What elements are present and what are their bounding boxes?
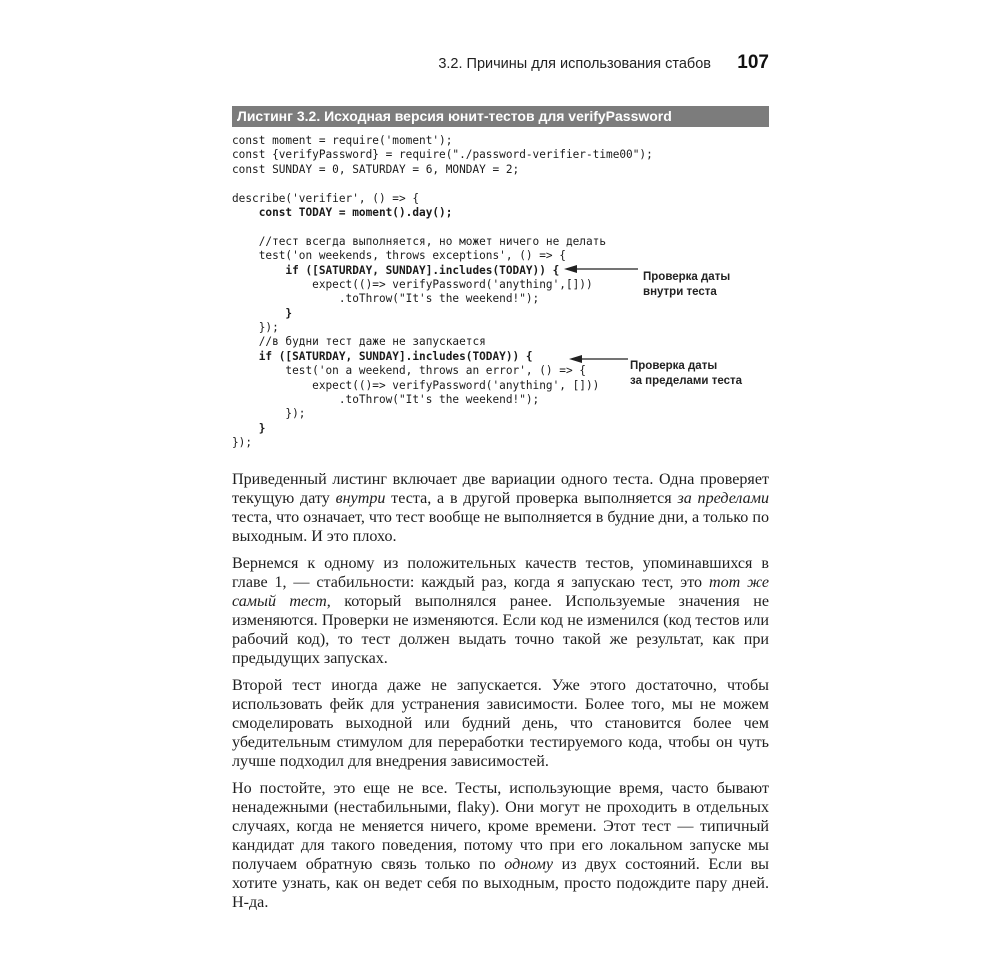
code-line: } bbox=[232, 421, 266, 435]
code-line: if ([SATURDAY, SUNDAY].includes(TODAY)) { bbox=[232, 349, 533, 363]
code-line: const {verifyPassword} = require("./password-verifier-time00"); bbox=[232, 148, 653, 162]
text-span: теста, что означает, что тест вообще не выполняется в будние дни, а только по выходным. И это плохо. bbox=[232, 509, 769, 545]
code-line bbox=[232, 177, 653, 191]
text-span: из двух состояний. Если вы хотите узнать, как он ведет себя по выходным, просто подождите пару дней. Н-да. bbox=[232, 856, 769, 911]
text-span: Второй тест иногда даже не запускается. Уже этого достаточно, чтобы использовать фейк для устранения зависимости. Более того, мы не можем смоделировать выходной или будний день, что становится более чем убедительным стимулом для переработки тестируемого кода, чтобы он чуть лучше подходил для внедрения зависимостей. bbox=[232, 677, 769, 770]
listing-title: Листинг 3.2. Исходная версия юнит-тестов для verifyPassword bbox=[232, 106, 769, 127]
code-line: //в будни тест даже не запускается bbox=[232, 335, 486, 349]
code-line: .toThrow("It's the weekend!"); bbox=[232, 393, 540, 407]
paragraph bbox=[232, 554, 769, 668]
code-line: expect(()=> verifyPassword('anything',[])) bbox=[232, 277, 593, 291]
annotation-inside-line1: Проверка даты bbox=[643, 271, 731, 283]
code-line: describe('verifier', () => { bbox=[232, 191, 420, 205]
code-line: }); bbox=[232, 436, 253, 450]
text-span: , который выполнялся ранее. Используемые значения не изменяются. Проверки не изменяются. Если код не изменился (код тестов или рабочий код), то тест должен выдать точно такой же результат, как при предыдущих запусках. bbox=[232, 593, 769, 667]
page-header bbox=[232, 50, 769, 80]
code-line bbox=[232, 220, 653, 234]
code-line: } bbox=[232, 306, 293, 320]
code-line: }); bbox=[232, 407, 306, 421]
paragraph bbox=[232, 676, 769, 771]
text-span: теста, а в другой проверка выполняется bbox=[385, 490, 678, 507]
code-line: test('on a weekend, throws an error', () => { bbox=[232, 364, 586, 378]
code-listing bbox=[232, 134, 653, 451]
emphasis-text: внутри bbox=[335, 490, 386, 507]
annotation-outside-line2: за пределами теста bbox=[630, 375, 742, 387]
code-line: test('on weekends, throws exceptions', () => { bbox=[232, 249, 566, 263]
paragraph bbox=[232, 470, 769, 546]
text-span: Вернемся к одному из положительных качеств тестов, упоминавшихся в главе 1, — стабильности: каждый раз, когда я запускаю тест, это bbox=[232, 555, 769, 591]
code-line: const TODAY = moment().day(); bbox=[232, 205, 453, 219]
emphasis-text: одному bbox=[504, 856, 554, 873]
body-text bbox=[232, 470, 769, 920]
text-span: Но постойте, это еще не все. Тесты, использующие время, часто бывают ненадежными (нестабильными, flaky). Они могут не проходить в отдельных случаях, когда не меняется ничего, кроме времени. Этот тест — типичный кандидат для такого поведения, потому что при его локальном запуске мы получаем обратную связь только по bbox=[232, 780, 769, 873]
running-title: 3.2. Причины для использования стабов bbox=[438, 56, 711, 72]
annotation-outside-test bbox=[630, 359, 742, 389]
emphasis-text: за пределами bbox=[677, 490, 770, 507]
code-line: }); bbox=[232, 321, 279, 335]
code-line: //тест всегда выполняется, но может ничего не делать bbox=[232, 234, 607, 248]
code-line: expect(()=> verifyPassword('anything', [])) bbox=[232, 378, 600, 392]
code-line: .toThrow("It's the weekend!"); bbox=[232, 292, 540, 306]
code-line: const moment = require('moment'); bbox=[232, 134, 453, 147]
paragraph bbox=[232, 779, 769, 912]
code-line: if ([SATURDAY, SUNDAY].includes(TODAY)) { bbox=[232, 263, 560, 277]
text-span: Приведенный листинг включает две вариации одного теста. Одна проверяет текущую дату bbox=[232, 471, 769, 507]
emphasis-text: тот же самый тест bbox=[232, 574, 769, 610]
annotation-inside-test bbox=[643, 270, 730, 300]
annotation-inside-line2: внутри теста bbox=[643, 286, 717, 298]
code-line: const SUNDAY = 0, SATURDAY = 6, MONDAY = 2; bbox=[232, 162, 520, 176]
annotation-arrow-inside bbox=[560, 262, 640, 276]
annotation-outside-line1: Проверка даты bbox=[630, 360, 718, 372]
page-number: 107 bbox=[737, 52, 769, 73]
annotation-arrow-outside bbox=[565, 352, 630, 366]
